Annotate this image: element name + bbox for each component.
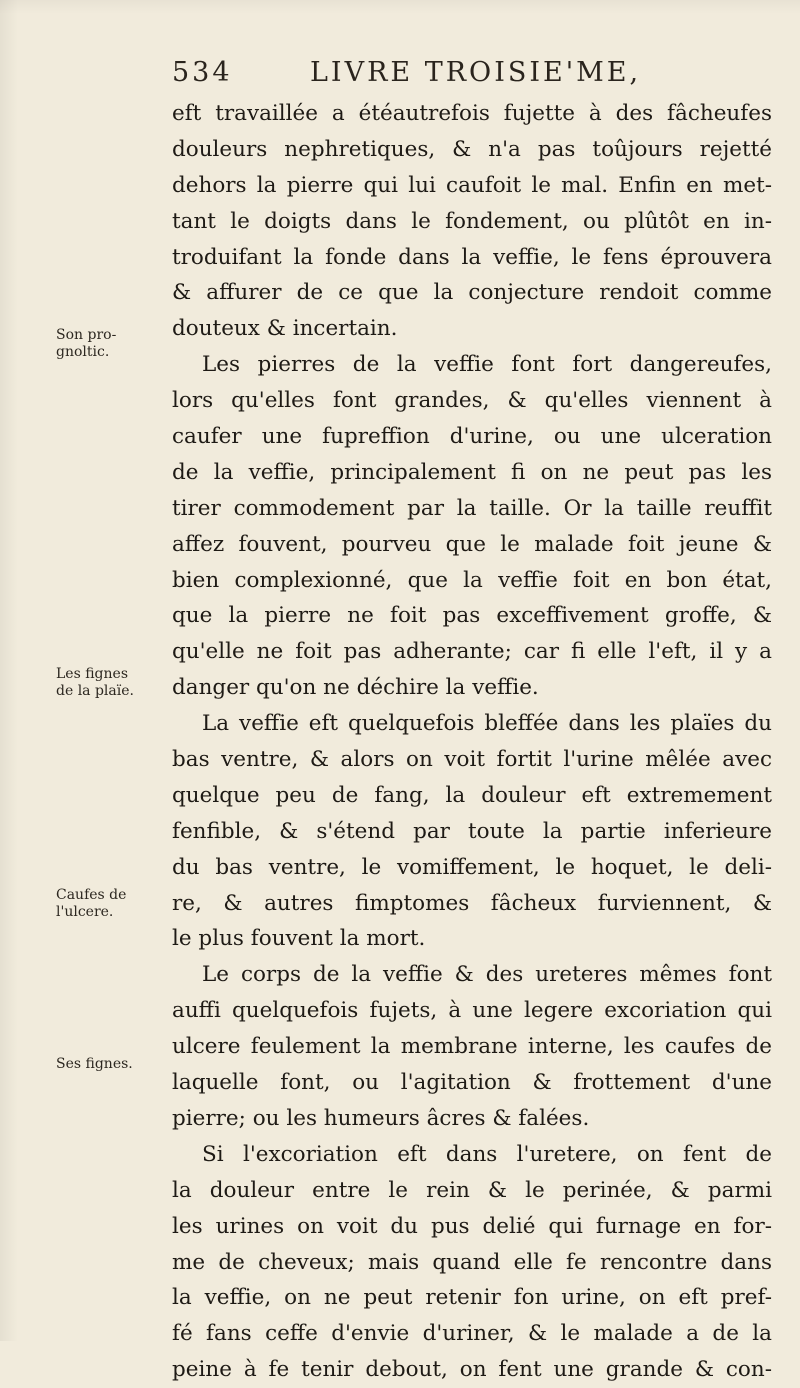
margin-note-prognostic: [56, 327, 160, 361]
text-line: fenfible, & s'étend par toute la partie inferieure: [172, 818, 772, 844]
text-line: affez fouvent, pourveu que le malade foit jeune &: [172, 531, 772, 557]
page-number: 534: [172, 57, 233, 88]
margin-note-line: Son pro-: [56, 327, 117, 343]
text-line: fé fans ceffe d'envie d'uriner, & le malade a de la: [172, 1321, 772, 1347]
text-line: ulcere feulement la membrane interne, les caufes de: [172, 1034, 772, 1060]
text-line: tirer commodement par la taille. Or la taille reuffit: [172, 495, 772, 521]
margin-note-line: de la plaïe.: [56, 683, 134, 699]
text-line: bas ventre, & alors on voit fortit l'urine mêlée avec: [172, 747, 772, 773]
margin-note-line: Ses fignes.: [56, 1056, 133, 1072]
margin-note-signs-of-wound: [56, 666, 160, 700]
paragraph-start: Les pierres de la veffie font fort dangereufes,: [202, 352, 772, 378]
text-line: quelque peu de fang, la douleur eft extremement: [172, 782, 772, 808]
paragraph-start: La veffie eft quelquefois bleffée dans les plaïes du: [202, 711, 772, 737]
text-line: bien complexionné, que la veffie foit en bon état,: [172, 567, 772, 593]
text-line: auffi quelquefois fujets, à une legere excoriation qui: [172, 998, 772, 1024]
margin-note-line: Les fignes: [56, 666, 129, 682]
text-line: que la pierre ne foit pas exceffivement groffe, &: [172, 603, 772, 629]
text-line: douteux & incertain.: [172, 316, 398, 342]
text-line: troduifant la fonde dans la veffie, le fens éprouvera: [172, 244, 772, 270]
text-line: la veffie, on ne peut retenir fon urine, on eft pref-: [172, 1285, 772, 1311]
margin-note-line: gnoltic.: [56, 344, 110, 360]
body-text: [172, 96, 772, 1388]
text-line: dehors la pierre qui lui caufoit le mal. Enfin en met-: [172, 172, 772, 198]
text-line: caufer une fupreffion d'urine, ou une ulceration: [172, 424, 772, 450]
text-line: pierre; ou les humeurs âcres & falées.: [172, 1105, 590, 1131]
margin-note-line: l'ulcere.: [56, 904, 114, 920]
text-line: la douleur entre le rein & le perinée, & parmi: [172, 1177, 772, 1203]
text-line: peine à fe tenir debout, on fent une grande & con-: [172, 1357, 772, 1383]
text-line: de la veffie, principalement fi on ne peut pas les: [172, 459, 772, 485]
running-title: LIVRE TROISIE'ME,: [310, 57, 642, 88]
text-line: qu'elle ne foit pas adherante; car fi elle l'eft, il y a: [172, 639, 772, 665]
margin-note-line: Caufes de: [56, 887, 127, 903]
text-line: danger qu'on ne déchire la veffie.: [172, 675, 539, 701]
text-line: douleurs nephretiques, & n'a pas toûjours rejetté: [172, 136, 772, 162]
text-line: eft travaillée a étéautrefois fujette à des fâcheufes: [172, 101, 772, 126]
text-line: lors qu'elles font grandes, & qu'elles viennent à: [172, 388, 772, 414]
margin-note-causes-of-ulcer: [56, 887, 160, 921]
paragraph-start: Si l'excoriation eft dans l'uretere, on fent de: [202, 1141, 772, 1167]
text-line: re, & autres fimptomes fâcheux furviennent, &: [172, 890, 772, 916]
margin-note-its-signs: [56, 1056, 160, 1073]
text-line: & affurer de ce que la conjecture rendoit comme: [172, 280, 772, 306]
text-line: du bas ventre, le vomiffement, le hoquet, le deli-: [172, 854, 772, 880]
text-line: laquelle font, ou l'agitation & frottement d'une: [172, 1070, 772, 1096]
paragraph-start: Le corps de la veffie & des ureteres mêmes font: [202, 962, 772, 988]
text-line: le plus fouvent la mort.: [172, 926, 426, 952]
text-line: tant le doigts dans le fondement, ou plûtôt en in-: [172, 208, 772, 234]
text-line: les urines on voit du pus delié qui furnage en for-: [172, 1213, 772, 1239]
text-line: me de cheveux; mais quand elle fe rencontre dans: [172, 1249, 772, 1275]
running-header: [168, 57, 778, 93]
